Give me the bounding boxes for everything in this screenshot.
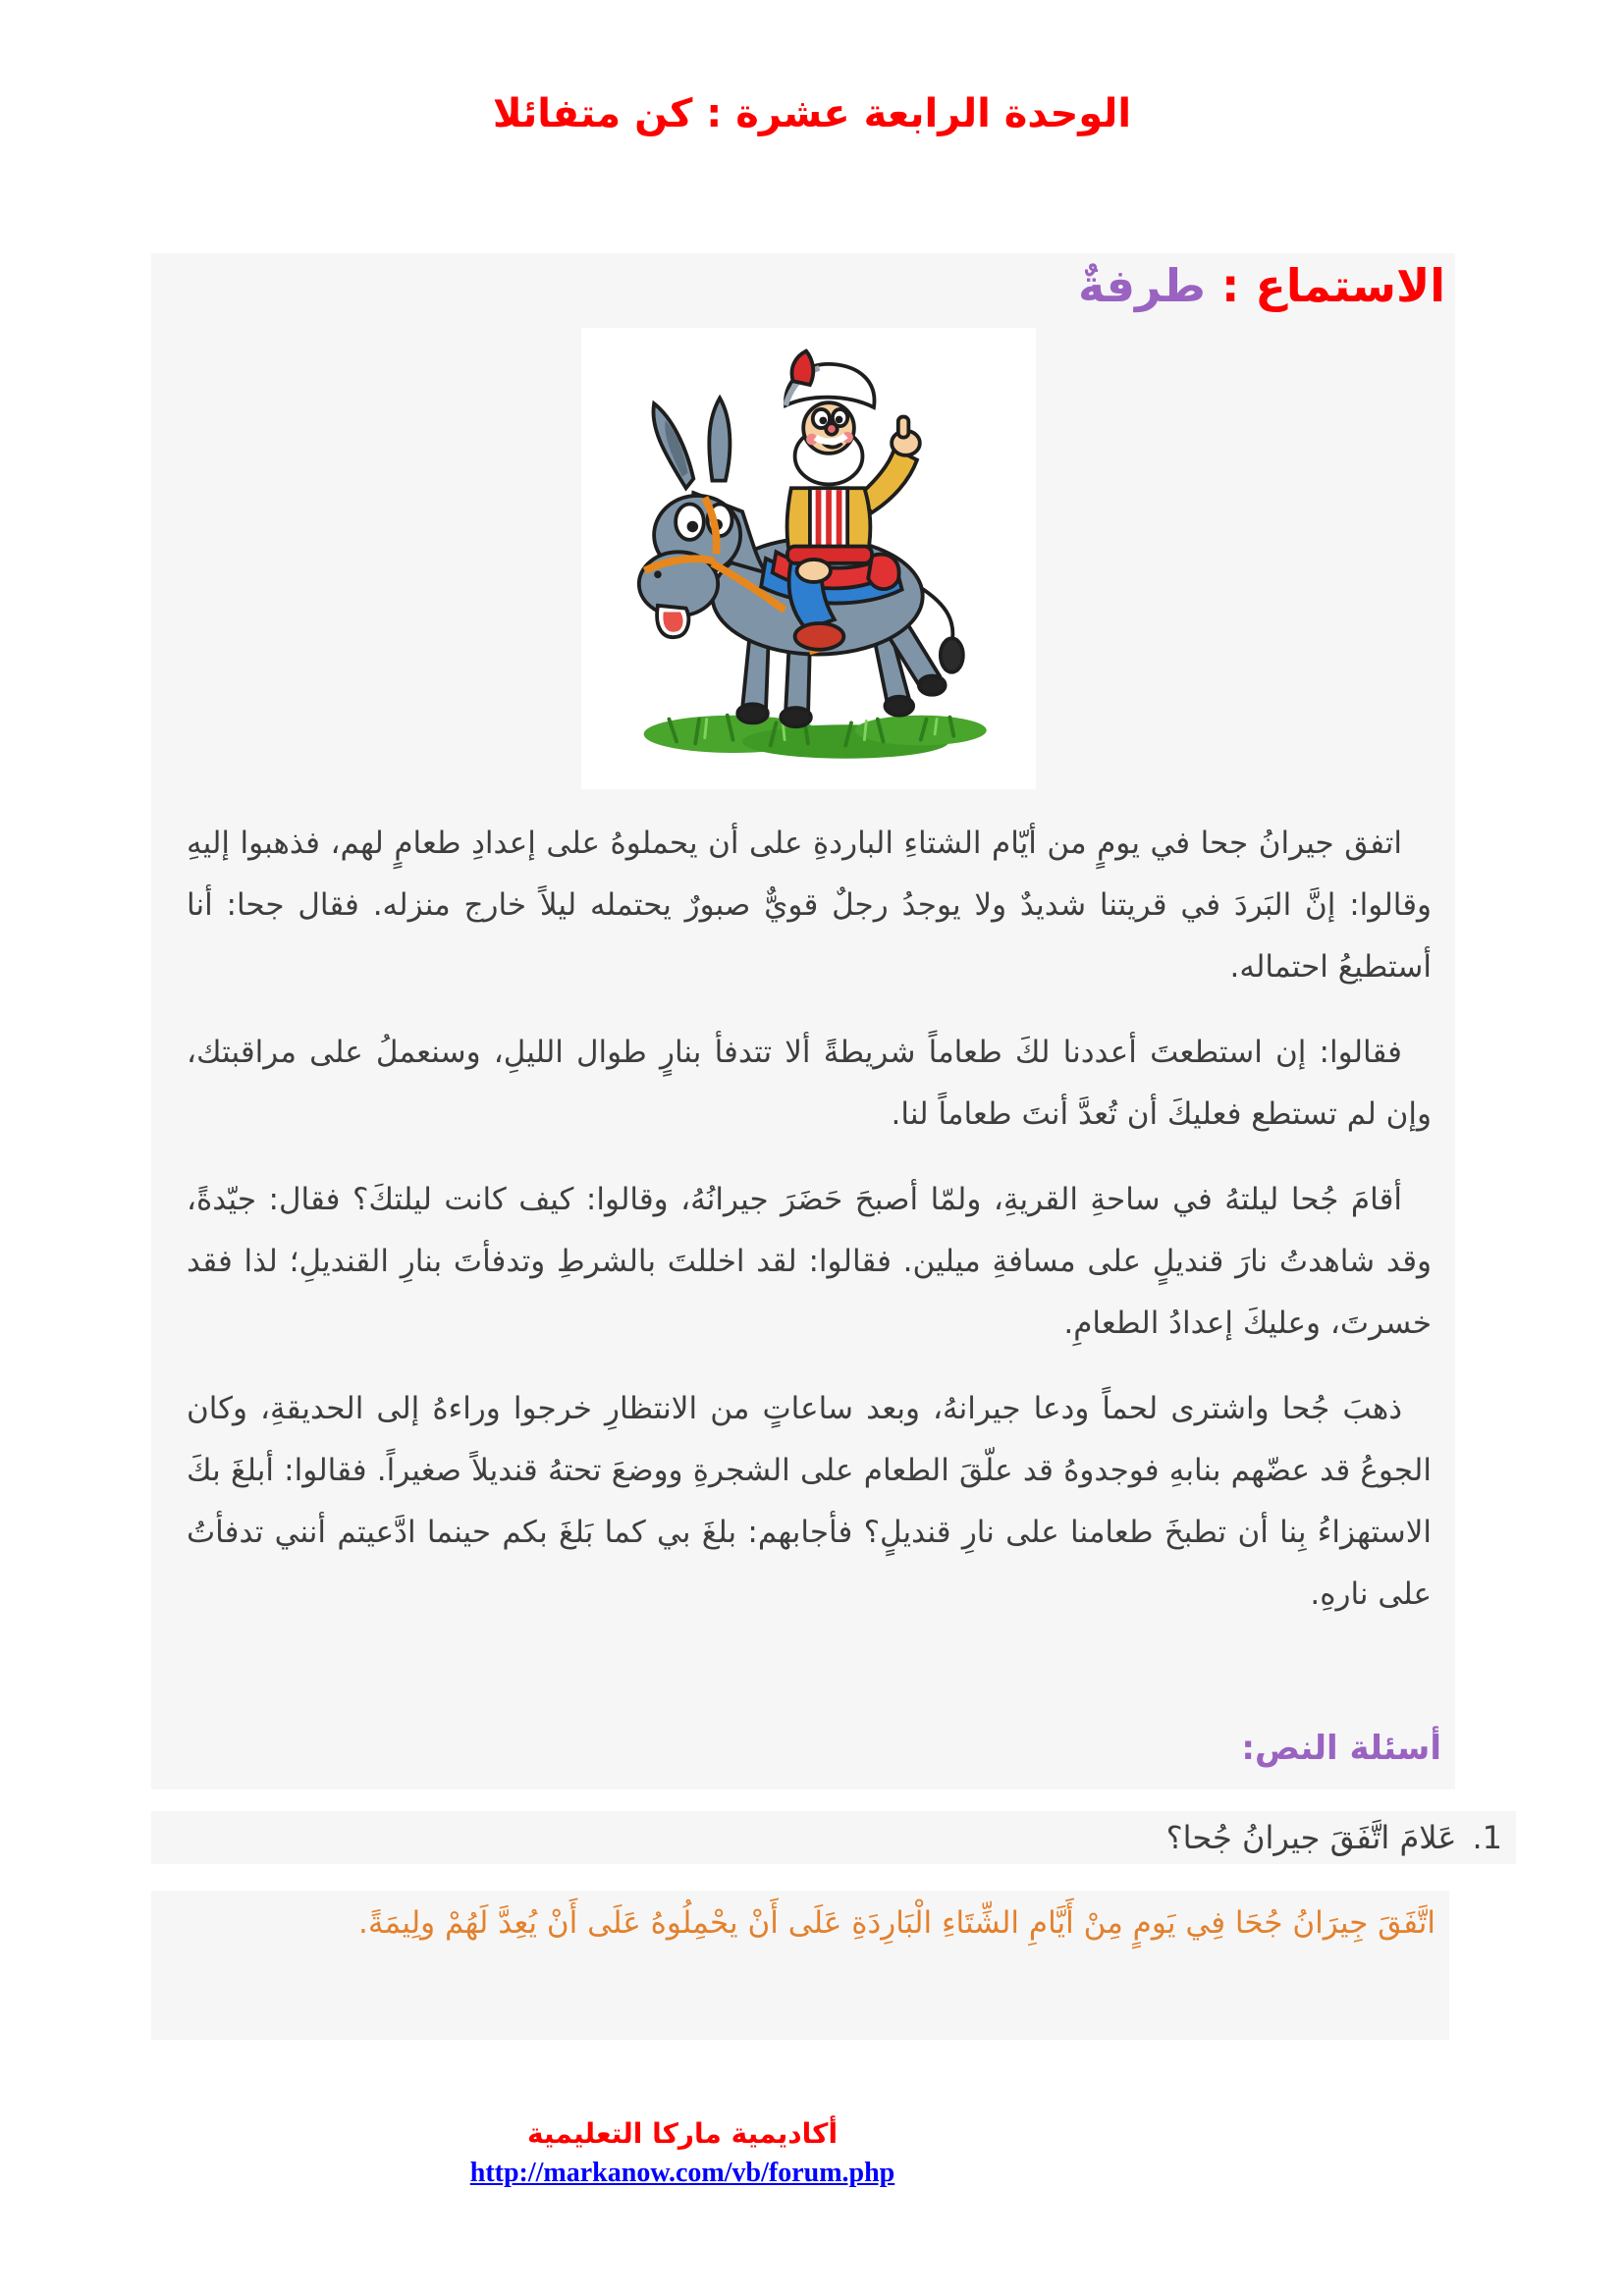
question-number: 1. — [1472, 1818, 1502, 1856]
unit-title: الوحدة الرابعة عشرة : كن متفائلا — [492, 91, 1132, 136]
juha-on-donkey-image — [592, 338, 1024, 779]
story-paragraph-4: ذهبَ جُحا واشترى لحماً ودعا جيرانهُ، وبعد ساعاتٍ من الانتظارِ خرجوا وراءهُ إلى الحديقةِ، وكان الجوعُ قد عضّهم بنابهِ فوجدوهُ قد علّقَ الطعام على الشجرةِ ووضعَ تحتهُ قنديلاً صغيراً. فقالوا: أبلغَ بكَ الاستهزاءُ بِنا أن تطبخَ طعامنا على نارِ قنديلٍ؟ فأجابهم: بلغَ بي كما بَلغَ بكم حينما ادَّعيتم أنني تدفأتُ على نارهِ. — [187, 1390, 1432, 1612]
juha-illustration — [581, 328, 1036, 789]
grass — [644, 716, 987, 759]
academy-name: أكاديمية ماركا التعليمية — [526, 2116, 839, 2150]
section-label: الاستماع : — [1221, 259, 1445, 312]
answer-text: اتَّفَقَ جِيرَانُ جُحَا فِي يَومٍ مِنْ أَيَّامِ الشِّتَاءِ الْبَارِدَةِ عَلَى أَنْ يحْمِلُوهُ عَلَى أَنْ يُعِدَّ لَهُمْ ولِيمَةً. — [357, 1904, 1435, 1941]
story-paragraph-1: اتفق جيرانُ جحا في يومٍ من أيّام الشتاءِ الباردةِ على أن يحملوهُ على إعدادِ طعامٍ لهم، فذهبوا إليهِ وقالوا: إنَّ البَردَ في قريتنا شديدٌ ولا يوجدُ رجلٌ قويٌّ صبورٌ يحتمله ليلاً خارج منزله. فقال جحا: أنا أستطيعُ احتماله. — [187, 825, 1432, 985]
answer-box — [151, 1891, 1449, 2040]
page-footer — [0, 2116, 1365, 2189]
listening-panel — [151, 253, 1455, 1789]
forum-link[interactable]: http://markanow.com/vb/forum.php — [469, 2158, 895, 2189]
questions-heading: أسئلة النص: — [1241, 1728, 1441, 1768]
question-text: عَلامَ اتَّفَقَ جيرانُ جُحا؟ — [1165, 1818, 1457, 1856]
story-paragraph-3: أقامَ جُحا ليلتهُ في ساحةِ القريةِ، ولمّا أصبحَ حَضَرَ جيرانُهُ، وقالوا: كيف كانت ليلتكَ؟ فقال: جيّدةً، وقد شاهدتُ نارَ قنديلٍ على مسافةِ ميلين. فقالوا: لقد اخللتَ بالشرطِ وتدفأتَ بنارِ القنديلِ؛ لذا فقد خسرتَ، وعليكَ إعدادُ الطعامِ. — [187, 1181, 1432, 1341]
section-topic: طرفةٌ — [1078, 259, 1206, 312]
section-heading — [171, 257, 1445, 316]
question-1 — [151, 1811, 1516, 1864]
story-paragraph-2: فقالوا: إن استطعتَ أعددنا لكَ طعاماً شريطةً ألا تتدفأ بنارٍ طوال الليلِ، وسنعملُ على مراقبتك، وإن لم تستطع فعليكَ أن تُعدَّ أنتَ طعاماً لنا. — [187, 1034, 1432, 1132]
